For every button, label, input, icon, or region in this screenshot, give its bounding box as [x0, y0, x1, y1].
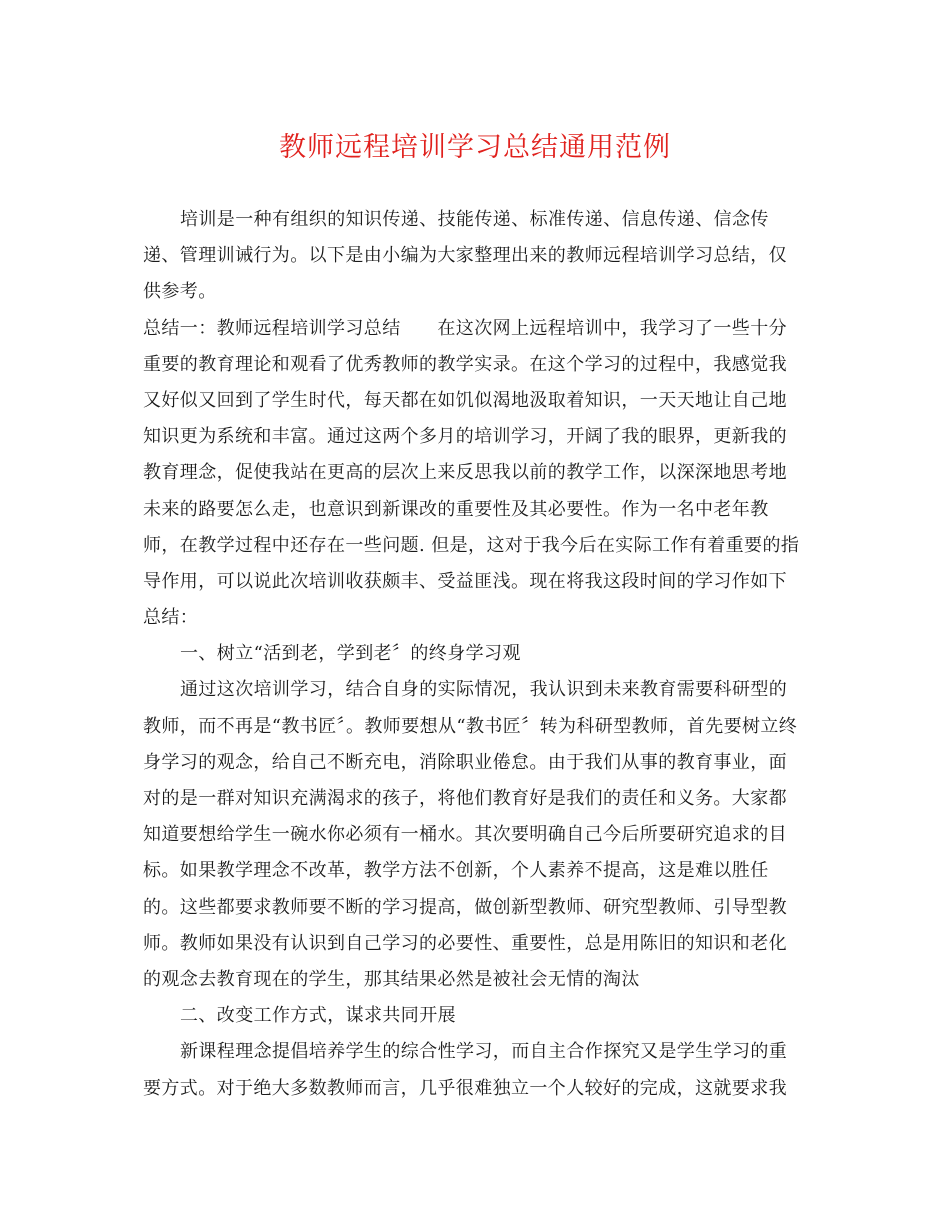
text-line: 要方式。对于绝大多数教师而言，几乎很难独立一个人较好的完成，这就要求我: [143, 1077, 787, 1099]
text-line: 二、改变工作方式，谋求共同开展: [180, 1005, 456, 1027]
text-line: 标。如果教学理念不改革，教学方法不创新，个人素养不提高，这是难以胜任: [143, 860, 769, 882]
text-line: 教育理念，促使我站在更高的层次上来反思我以前的教学工作，以深深地思考地: [143, 462, 787, 484]
document-body: [143, 202, 813, 1107]
text-line: 的。这些都要求教师要不断的学习提高，做创新型教师、研究型教师、引导型教: [143, 896, 787, 918]
text-line: 身学习的观念，给自己不断充电，消除职业倦怠。由于我们从事的教育事业，面: [143, 751, 787, 773]
text-line: 又好似又回到了学生时代，每天都在如饥似渴地汲取着知识，一天天地让自己地: [143, 389, 787, 411]
text-line: 总结一：教师远程培训学习总结 在这次网上远程培训中，我学习了一些十分: [143, 317, 787, 339]
text-line: 对的是一群对知识充满渴求的孩子，将他们教育好是我们的责任和义务。大家都: [143, 788, 787, 809]
document-title: 教师远程培训学习总结通用范例: [279, 132, 671, 163]
text-line: 教师，而不再是“教书匠〞。教师要想从“教书匠〞转为科研型教师，首先要树立终: [143, 715, 798, 737]
text-line: 导作用，可以说此次培训收获颇丰、受益匪浅。现在将我这段时间的学习作如下: [143, 570, 787, 592]
text-line: 一、树立“活到老，学到老〞的终身学习观: [180, 643, 521, 665]
text-line: 的观念去教育现在的学生，那其结果必然是被社会无情的淘汰: [143, 968, 640, 990]
text-line: 递、管理训诫行为。以下是由小编为大家整理出来的教师远程培训学习总结，仅: [143, 245, 787, 267]
text-line: 师。教师如果没有认识到自己学习的必要性、重要性，总是用陈旧的知识和老化: [143, 932, 787, 954]
text-line: 重要的教育理论和观看了优秀教师的教学实录。在这个学习的过程中，我感觉我: [143, 353, 787, 375]
text-line: 知道要想给学生一碗水你必须有一桶水。其次要明确自己今后所要研究追求的目: [143, 824, 787, 846]
text-line: 总结：: [143, 607, 199, 629]
text-line: 知识更为系统和丰富。通过这两个多月的培训学习，开阔了我的眼界，更新我的: [143, 426, 787, 448]
text-line: 师，在教学过程中还存在一些问题. 但是，这对于我今后在实际工作有着重要的指: [143, 534, 800, 556]
text-line: 通过这次培训学习，结合自身的实际情况，我认识到未来教育需要科研型的: [180, 679, 788, 701]
text-line: 未来的路要怎么走，也意识到新课改的重要性及其必要性。作为一名中老年教: [143, 498, 769, 520]
text-line: 培训是一种有组织的知识传递、技能传递、标准传递、信息传递、信念传: [180, 209, 769, 230]
text-line: 新课程理念提倡培养学生的综合性学习，而自主合作探究又是学生学习的重: [180, 1041, 788, 1063]
text-line: 供参考。: [143, 281, 217, 303]
